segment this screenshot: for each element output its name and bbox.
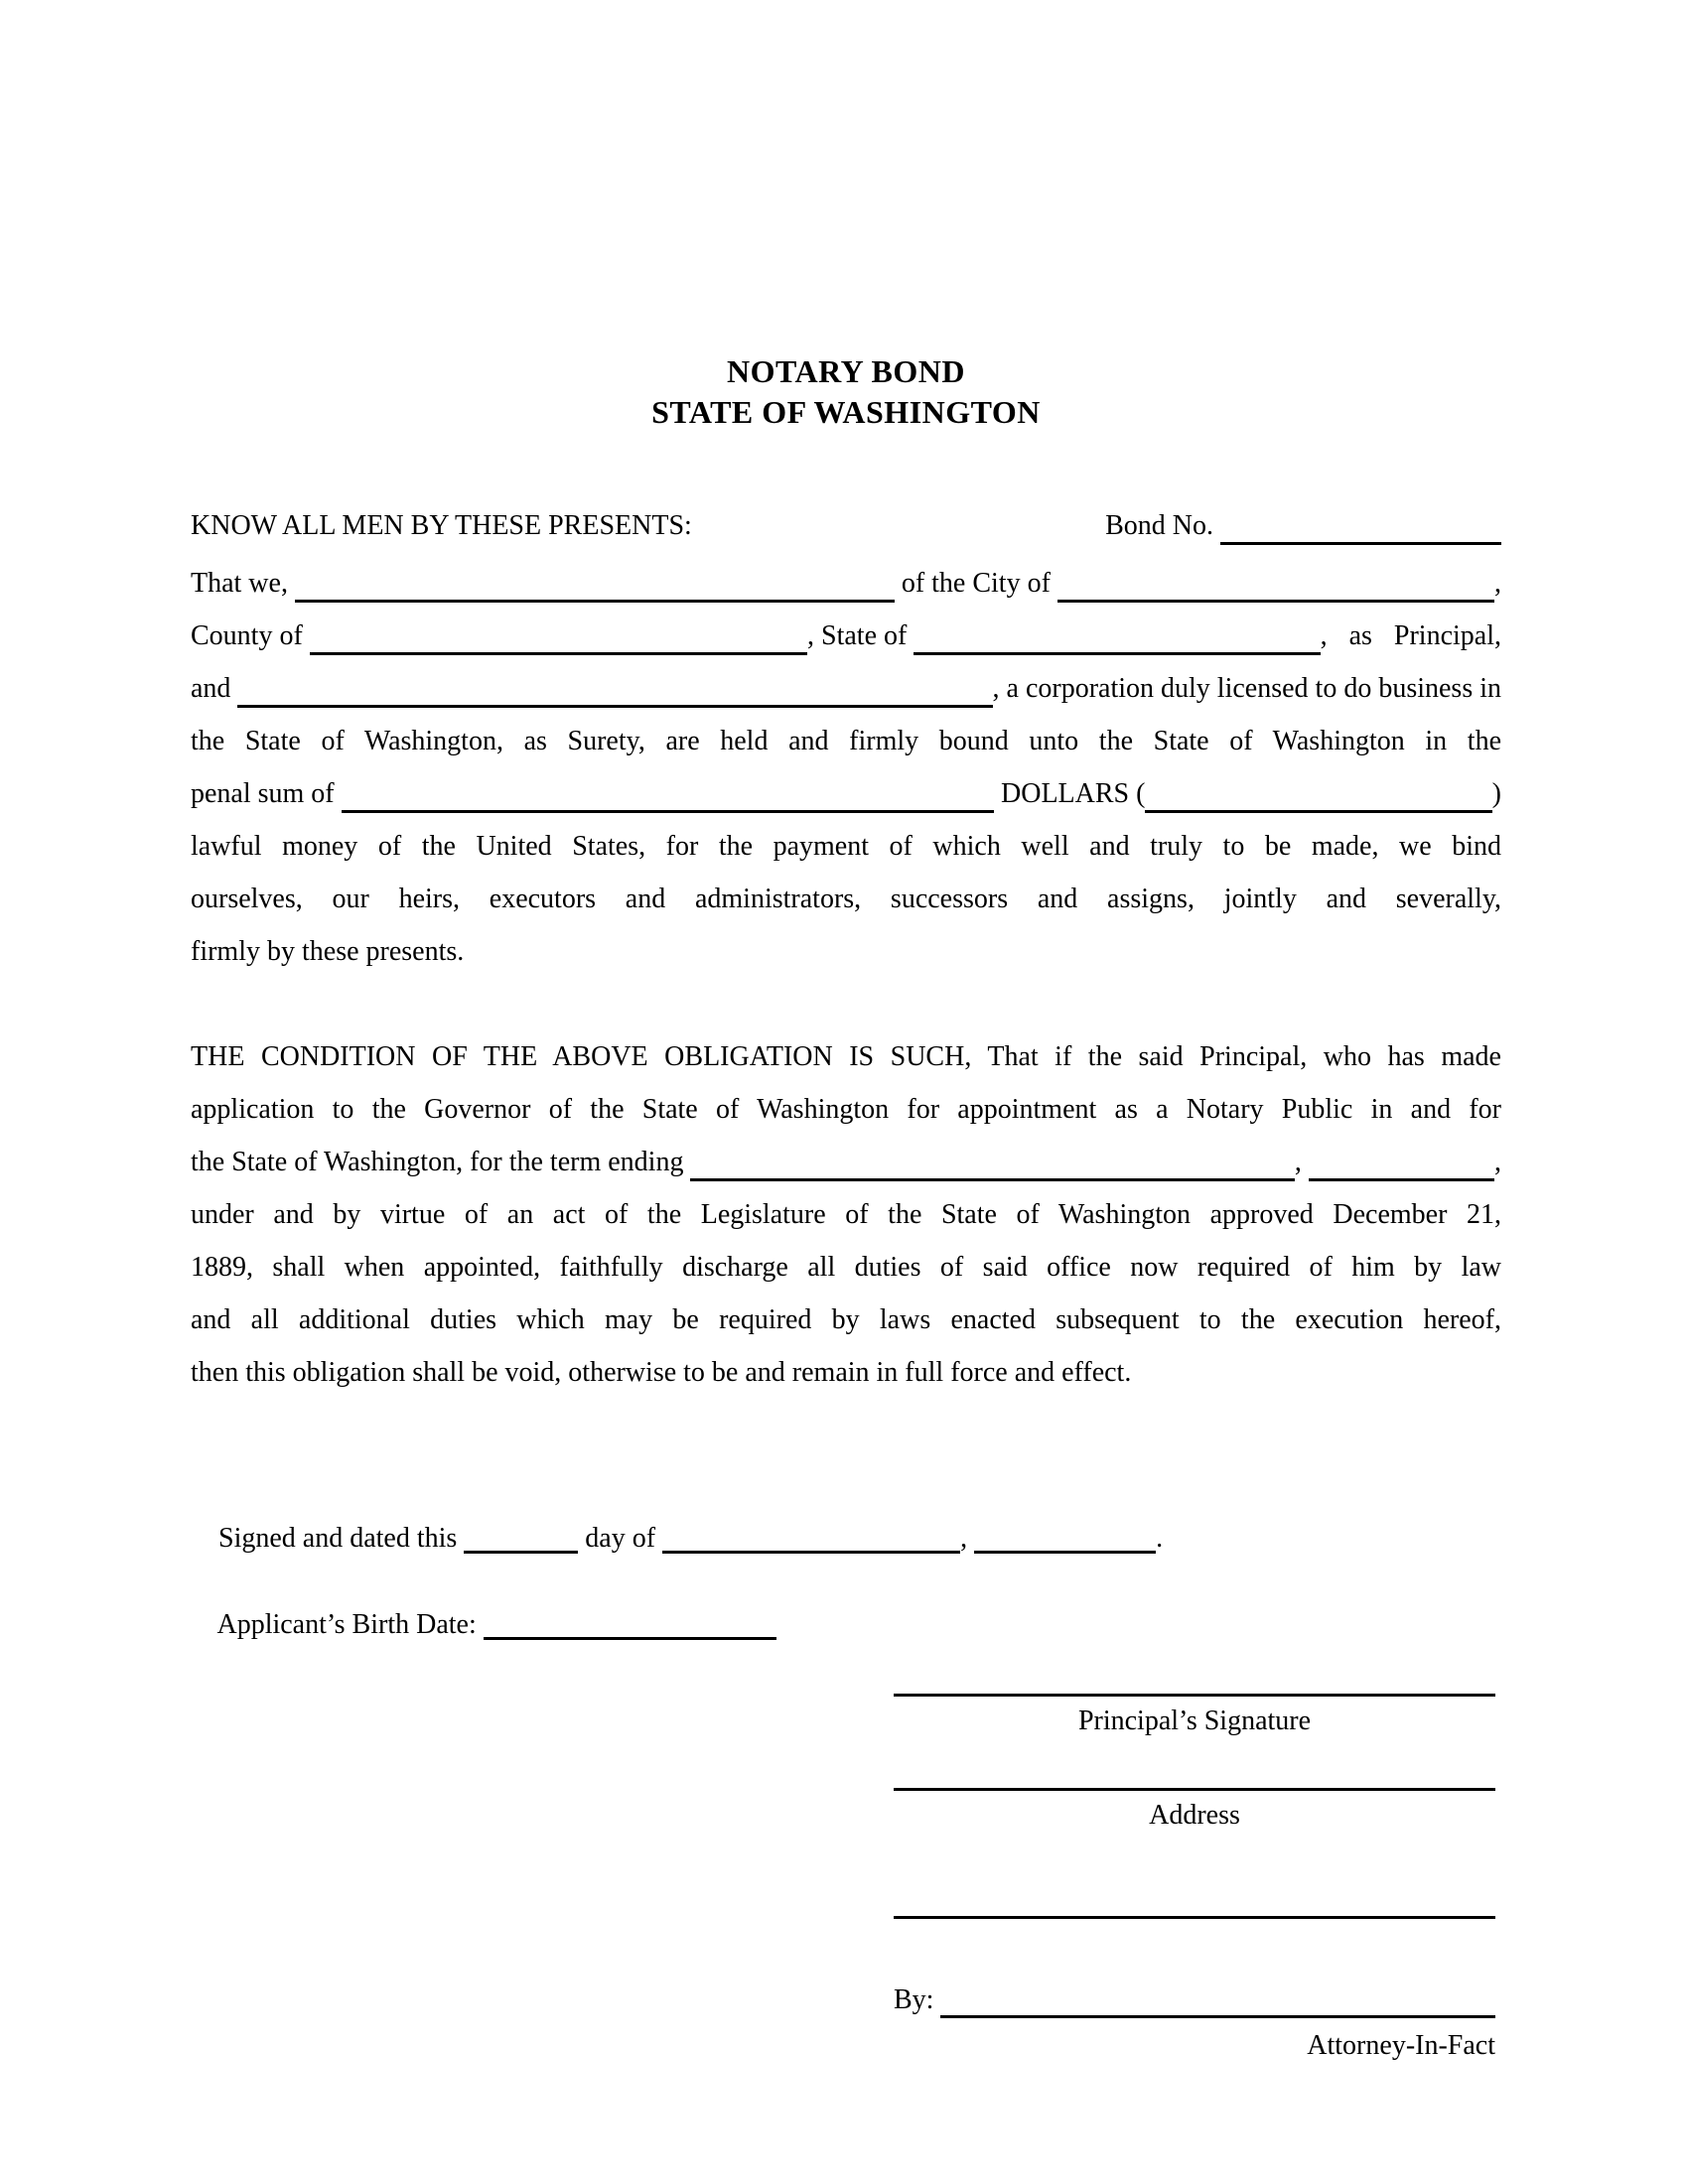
paragraph-1 <box>191 557 1501 978</box>
penal-sum-figures-blank[interactable] <box>1145 767 1491 813</box>
para1-line8: firmly by these presents. <box>191 936 465 967</box>
by-label: By: <box>894 1984 941 2015</box>
opening-line <box>191 499 1501 552</box>
address-line-2[interactable] <box>894 1916 1495 1919</box>
para1-penal-sum-of: penal sum of <box>191 778 342 809</box>
para1-line1-comma: , <box>1494 568 1501 599</box>
signed-period: . <box>1156 1523 1164 1554</box>
para1-close-paren: ) <box>1491 778 1501 809</box>
para1-line1 <box>191 557 1501 610</box>
birthdate-label: Applicant’s Birth Date: <box>216 1609 484 1640</box>
para1-corporation-text: , a corporation duly licensed to do business in <box>992 673 1501 704</box>
by-row <box>894 1974 1495 2026</box>
document-title <box>191 351 1501 433</box>
para2-line6: and all additional duties which may be required by laws enacted subsequent to the execution hereof, <box>191 1304 1501 1335</box>
attorney-in-fact-label: Attorney-In-Fact <box>1307 2030 1495 2061</box>
para1-that-we: That we, <box>191 568 295 599</box>
para1-and: and <box>191 673 238 704</box>
para2-line7: then this obligation shall be void, otherwise to be and remain in full force and effect. <box>191 1357 1132 1388</box>
para2-line5: 1889, shall when appointed, faithfully discharge all duties of said office now required of him by law <box>191 1252 1501 1283</box>
para2-line2: application to the Governor of the State of Washington for appointment as a Notary Public in and for <box>191 1094 1501 1125</box>
document-title-line1: NOTARY BOND <box>727 353 965 389</box>
term-ending-year-blank[interactable] <box>1309 1136 1494 1181</box>
principal-signature-line[interactable] <box>894 1694 1495 1697</box>
attorney-signature-blank[interactable] <box>940 1974 1495 2018</box>
term-ending-date-blank[interactable] <box>690 1136 1294 1181</box>
city-blank[interactable] <box>1057 557 1494 603</box>
signed-dated-text: Signed and dated this <box>218 1523 465 1554</box>
para1-line2 <box>191 610 1501 662</box>
birthdate-line <box>191 1546 1501 1704</box>
para1-county-of: County of <box>191 620 310 651</box>
bond-no-label: Bond No. <box>1105 510 1220 541</box>
principal-signature-label: Principal’s Signature <box>1077 1706 1312 1736</box>
day-of-text: day of <box>578 1523 663 1554</box>
bond-no-blank[interactable] <box>1220 499 1501 545</box>
para2-term-ending-text: the State of Washington, for the term ending <box>191 1147 691 1177</box>
para1-line5 <box>191 767 1501 820</box>
principal-name-blank[interactable] <box>295 557 895 603</box>
address-label: Address <box>1149 1800 1240 1831</box>
para1-state-of: , State of <box>807 620 914 651</box>
surety-name-blank[interactable] <box>237 662 992 708</box>
para1-of-the-city-of: of the City of <box>894 568 1057 599</box>
para1-line6: lawful money of the United States, for the payment of which well and truly to be made, we bind <box>191 831 1501 862</box>
para2-line3 <box>191 1136 1501 1188</box>
para1-as-principal: , as Principal, <box>1320 620 1501 651</box>
para1-dollars-open-paren: DOLLARS ( <box>994 778 1146 809</box>
state-blank[interactable] <box>914 610 1320 655</box>
document-title-line2: STATE OF WASHINGTON <box>651 394 1041 430</box>
para1-line4: the State of Washington, as Surety, are held and firmly bound unto the State of Washington in the <box>191 726 1501 756</box>
birth-date-blank[interactable] <box>484 1637 776 1640</box>
para2-line4: under and by virtue of an act of the Legislature of the State of Washington approved December 21, <box>191 1199 1501 1230</box>
signed-comma: , <box>960 1523 975 1554</box>
para2-line3-comma1: , <box>1294 1147 1309 1177</box>
address-line[interactable] <box>894 1788 1495 1791</box>
presents-heading: KNOW ALL MEN BY THESE PRESENTS: <box>191 510 692 541</box>
county-blank[interactable] <box>310 610 807 655</box>
spacer <box>692 499 1105 552</box>
para2-line1: THE CONDITION OF THE ABOVE OBLIGATION IS SUCH, That if the said Principal, who has made <box>191 1041 1501 1072</box>
penal-sum-words-blank[interactable] <box>342 767 994 813</box>
para1-line3 <box>191 662 1501 715</box>
para1-line7: ourselves, our heirs, executors and administrators, successors and assigns, jointly and severally, <box>191 884 1501 914</box>
paragraph-2 <box>191 1030 1501 1399</box>
para2-line3-comma2: , <box>1494 1147 1501 1177</box>
